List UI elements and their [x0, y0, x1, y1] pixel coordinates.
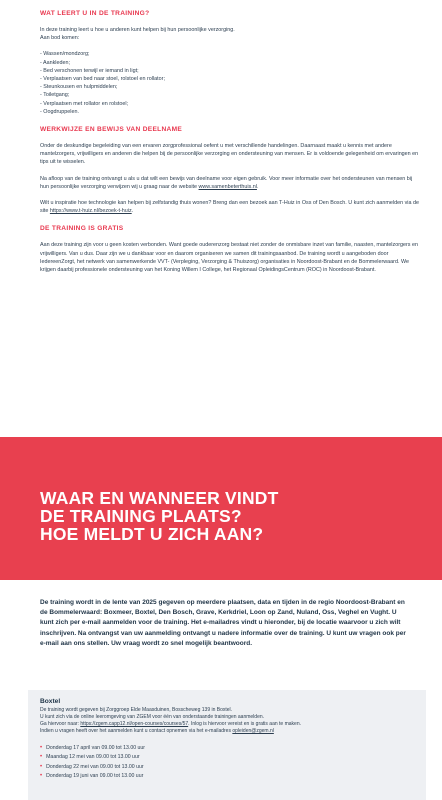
location-line-2: U kunt zich via de online leeromgeving van ZGEM voor één van onderstaande trainingen aanmelden. — [40, 714, 265, 720]
method-paragraph-3: Wilt u inspiratie hoe technologie kan helpen bij zelfstandig thuis wonen? Breng dan een bezoek aan T-Huiz in Oss of Den Bosch. U kunt zich aanmelden via de site https://www.t-huiz.nl/bezoek-t-huiz. — [40, 200, 419, 215]
list-item: - Verplaatsen met rollator en rolstoel; — [40, 100, 129, 107]
location-line-3: Ga hiervoor naar: https://zgem.capp12.nl/open-courses/courses/57. Inlog is hiervoor vereist en is gratis aan te maken. — [40, 721, 301, 727]
t-huiz-link[interactable]: https://www.t-huiz.nl/bezoek-t-huiz — [49, 208, 132, 215]
section-spacer — [0, 395, 442, 437]
zgem-course-link[interactable]: https://zgem.capp12.nl/open-courses/courses/57 — [80, 721, 189, 727]
bullet-icon: • — [40, 772, 43, 779]
list-item: - Verplaatsen van bed naar stoel, rolstoel en rollator; — [40, 76, 165, 83]
list-item: • Donderdag 19 juni van 09.00 tot 13.00 uur — [40, 772, 144, 779]
bullet-icon: • — [40, 754, 43, 761]
training-topics-lead: Aan bod komen: — [40, 35, 80, 42]
red-banner — [0, 437, 442, 580]
method-paragraph-1: Onder de deskundige begeleiding van een ervaren zorgprofessional oefent u met verschillende handelingen. Daarnaast maakt u kennis met andere mantelzorgers, vrijwilligers en anderen die helpen bij de persoonlijke verzorging en ondersteuning van mensen. Er is voldoende gelegenheid om ervaringen en tips uit te wisselen. — [40, 143, 419, 166]
list-item: - Bed verschonen terwijl er iemand in ligt; — [40, 67, 139, 74]
bullet-icon: • — [40, 763, 43, 770]
free-paragraph: Aan deze training zijn voor u geen kosten verbonden. Want goede ouderenzorg bestaat niet zonder de onmisbare inzet van familie, naasten, mantelzorgers en vrijwilligers. Van u dus. Daar zijn we u dankbaar voor en daarom organiseren we samen dit trainingsaanbod. De training wordt u aangeboden door IedereenZorgt, het netwerk van samenwerkende VVT- (Verpleging, Verzorging & Thuiszorg) organisaties in Noordoost-Brabant en de Bommelerwaard. We krijgen daarbij professionele ondersteuning van het Koning Willem I College, het Regionaal OpleidingsCentrum (ROC) in Noordoost-Brabant. — [40, 242, 418, 274]
samenbeterthuis-link[interactable]: www.samenbeterthuis.nl — [198, 183, 257, 190]
location-name: Boxtel — [40, 698, 61, 705]
method-paragraph-2: Na afloop van de training ontvangt u als u dat wilt een bewijs van deelname voor eigen gebruik. Voor meer informatie over het ondersteunen van mensen bij hun persoonlijke verzorging verwijzen wij u graag naar de website www.samenbeterthuis.nl. — [40, 175, 413, 190]
list-item: - Wassen/mondzorg; — [40, 51, 90, 58]
method-heading: WERKWIJZE EN BEWIJS VAN DEELNAME — [40, 126, 183, 134]
location-box — [28, 690, 426, 800]
dates-list — [40, 744, 420, 781]
list-item: • Maandag 12 mei van 09.00 tot 13.00 uur — [40, 754, 140, 761]
list-item: - Oogdruppelen. — [40, 108, 79, 115]
list-item: - Toiletgang; — [40, 92, 70, 99]
email-link[interactable]: opleiden@zgem.nl — [232, 728, 274, 734]
location-line-1: De training wordt gegeven bij Zorggroep Elde Maasduinen, Bosscheweg 139 in Boxtel. — [40, 707, 233, 713]
topics-list — [40, 50, 420, 116]
list-item: - Steunkousen en hulpmiddelen; — [40, 84, 118, 91]
training-intro: In deze training leert u hoe u anderen kunt helpen bij hun persoonlijke verzorging. — [40, 27, 235, 33]
bullet-icon: • — [40, 745, 43, 751]
free-heading: DE TRAINING IS GRATIS — [40, 225, 124, 233]
list-item: • Donderdag 17 april van 09.00 tot 13.00 uur — [40, 745, 146, 751]
list-item: • Donderdag 22 mei van 09.00 tot 13.00 uur — [40, 763, 144, 770]
banner-title: WAAR EN WANNEER VINDT DE TRAINING PLAATS? HOE MELDT U ZICH AAN? — [40, 488, 279, 544]
list-item: - Aankleden; — [40, 59, 70, 66]
training-heading: WAT LEERT U IN DE TRAINING? — [40, 10, 150, 17]
training-info-section — [0, 0, 442, 395]
location-line-4: Indien u vragen heeft over het aanmelden kunt u contact opnemen via het e-mailadres opleiden@zgem.nl — [40, 728, 274, 734]
where-intro: De training wordt in de lente van 2025 gegeven op meerdere plaatsen, data en tijden in de regio Noordoost-Brabant en de Bommelerwaard: Boxmeer, Boxtel, Den Bosch, Grave, Kerkdriel, Loon op Zand, Nuland, Oss, Veghel en Vught. U kunt zich per e-mail aanmelden voor de training. Het e-mailadres vindt u hieronder, bij de locatie waarvoor u zich wilt inschrijven. Na ontvangst van uw aanmelding ontvangt u nadere informatie over de training. U kunt uw vragen ook per e-mail aan ons stellen. Uw vraag wordt zo snel mogelijk beantwoord. — [40, 599, 406, 647]
